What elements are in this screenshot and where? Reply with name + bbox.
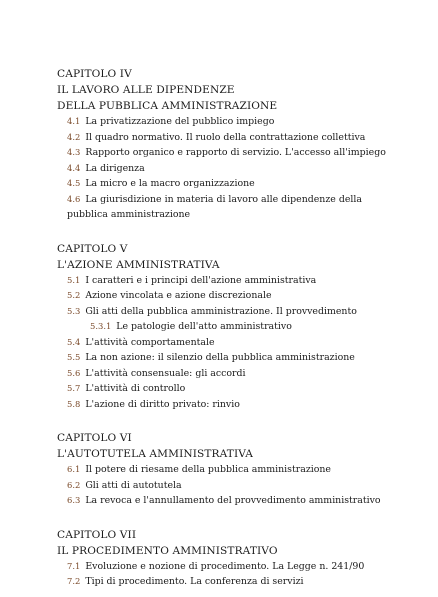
toc-entry[interactable] (57, 335, 398, 351)
entry-number: 5.6 (67, 367, 81, 378)
entry-title: La revoca e l'annullamento del provvedimento amministrativo (85, 495, 381, 506)
entry-number: 5.2 (67, 290, 81, 300)
chapter-title-line: DELLA PUBBLICA AMMINISTRAZIONE (57, 100, 278, 112)
entry-number: 7.1 (67, 560, 81, 571)
toc-entry[interactable] (57, 304, 398, 320)
entry-title: La giurisdizione in materia di lavoro alle dipendenze della pubblica amministrazione (67, 193, 362, 220)
toc-subentry[interactable] (57, 319, 398, 335)
entry-title: L'attività comportamentale (85, 336, 215, 348)
entry-number: 5.5 (67, 352, 81, 362)
entry-number: 5.7 (67, 383, 81, 393)
toc-entry[interactable] (57, 273, 398, 289)
entry-number: 4.5 (67, 178, 81, 188)
chapter-title-line: L'AZIONE AMMINISTRATIVA (57, 258, 220, 271)
toc-entry[interactable] (57, 288, 398, 304)
chapter-title-line: IL LAVORO ALLE DIPENDENZE (57, 84, 235, 96)
toc-entry[interactable] (57, 559, 398, 575)
toc-entry[interactable] (57, 114, 398, 130)
entry-title: I caratteri e i principi dell'azione amministrativa (85, 274, 317, 286)
entry-title: Azione vincolata e azione discrezionale (85, 290, 272, 301)
toc-entry[interactable] (57, 192, 398, 223)
entry-number: 5.4 (67, 336, 81, 347)
chapter-header: CAPITOLO VI (57, 432, 132, 444)
entry-title: Il potere di riesame della pubblica amministrazione (85, 464, 331, 475)
entry-number: 5.8 (67, 398, 81, 409)
entry-title: La non azione: il silenzio della pubblica amministrazione (85, 352, 355, 363)
entry-number: 4.3 (67, 147, 81, 157)
entry-title: La privatizzazione del pubblico impiego (85, 116, 275, 127)
toc-entry[interactable] (57, 350, 398, 366)
entry-title: Rapporto organico e rapporto di servizio. L'accesso all'impiego (85, 147, 386, 158)
entry-title: L'attività consensuale: gli accordi (85, 367, 246, 379)
entry-number: 7.2 (67, 576, 81, 586)
entry-number: 4.6 (67, 193, 81, 204)
toc-entry[interactable] (57, 381, 398, 397)
entry-number: 6.2 (67, 479, 81, 490)
entry-title: Il quadro normativo. Il ruolo della contrattazione collettiva (85, 131, 366, 143)
entry-title: Le patologie dell'atto amministrativo (116, 321, 292, 332)
chapter-header: CAPITOLO IV (57, 68, 132, 80)
entry-number: 4.4 (67, 162, 81, 173)
toc-entry[interactable] (57, 161, 398, 177)
toc-entry[interactable] (57, 478, 398, 494)
entry-title: Gli atti di autotutela (85, 479, 182, 491)
entry-title: La micro e la macro organizzazione (85, 178, 255, 189)
entry-number: 5.3 (67, 305, 81, 316)
entry-title: Gli atti della pubblica amministrazione. Il provvedimento (85, 305, 357, 317)
toc-entry[interactable] (57, 145, 398, 161)
entry-number: 5.1 (67, 274, 81, 285)
toc-entry[interactable] (57, 176, 398, 192)
chapter-title-line: IL PROCEDIMENTO AMMINISTRATIVO (57, 544, 278, 557)
entry-number: 4.1 (67, 116, 81, 126)
toc-entry[interactable] (57, 130, 398, 146)
entry-title: La dirigenza (85, 162, 145, 174)
toc-entry[interactable] (57, 397, 398, 413)
entry-title: Tipi di procedimento. La conferenza di servizi (85, 576, 304, 587)
entry-title: L'attività di controllo (85, 383, 186, 394)
chapter-header: CAPITOLO VII (57, 528, 137, 541)
chapter-5 (57, 241, 398, 413)
entry-title: Evoluzione e nozione di procedimento. La Legge n. 241/90 (85, 560, 365, 572)
entry-number: 4.2 (67, 131, 81, 142)
toc-entry[interactable] (57, 574, 398, 590)
chapter-4 (57, 66, 398, 223)
entry-number: 6.1 (67, 464, 81, 474)
chapter-header: CAPITOLO V (57, 242, 128, 255)
chapter-6 (57, 430, 398, 509)
toc-entry[interactable] (57, 493, 398, 509)
toc-entry[interactable] (57, 366, 398, 382)
entry-title: L'azione di diritto privato: rinvio (85, 398, 240, 410)
entry-number: 6.3 (67, 495, 81, 505)
toc-entry[interactable] (57, 462, 398, 478)
chapter-title-line: L'AUTOTUTELA AMMINISTRATIVA (57, 448, 254, 460)
chapter-7 (57, 527, 398, 590)
entry-number: 5.3.1 (90, 321, 112, 331)
